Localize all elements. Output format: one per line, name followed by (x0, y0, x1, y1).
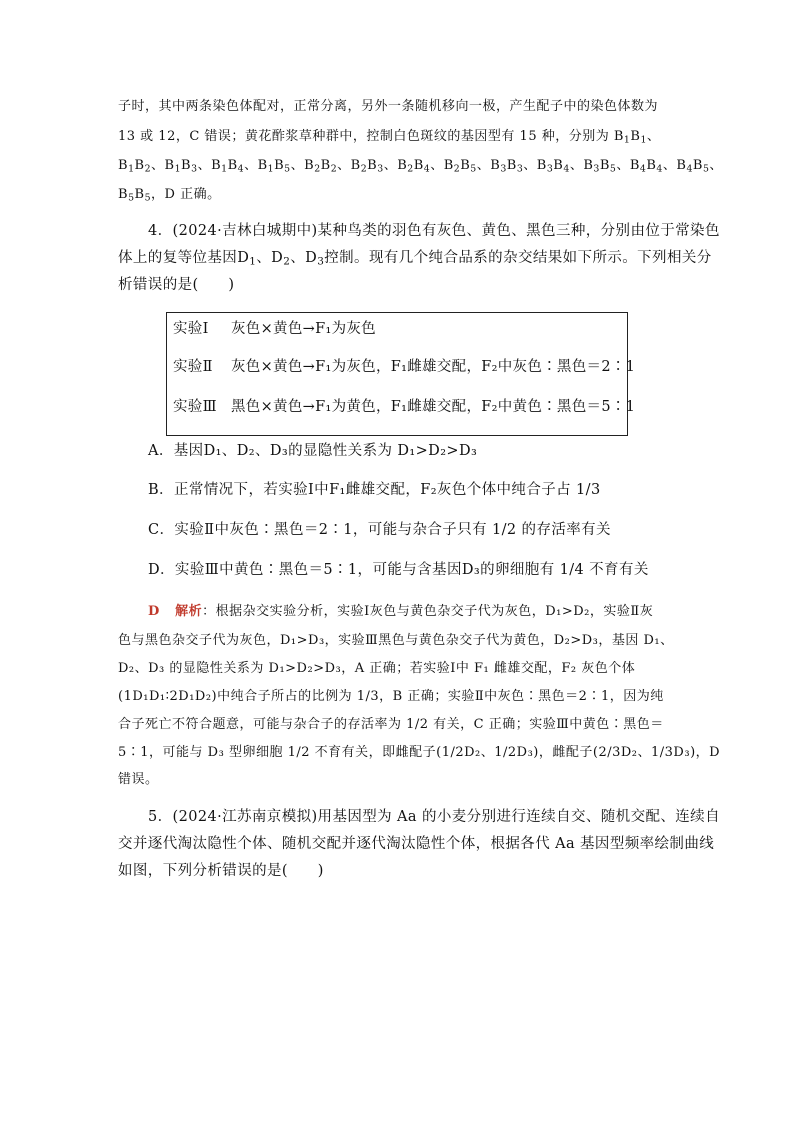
q5-stem-line-3: 如图，下列分析错误的是( ) (118, 863, 324, 879)
q5-stem-line-1: 5．(2024·江苏南京模拟)用基因型为 Aa 的小麦分别进行连续自交、随机交配、连续自 (148, 809, 720, 825)
q4-stem-line-3: 析错误的是( ) (118, 277, 235, 293)
experiment-row-3: 实验Ⅲ 黑色×黄色→F₁为黄色，F₁雌雄交配，F₂中黄色∶黑色＝5∶1 (173, 399, 636, 415)
q4-explanation-line-4: (1D₁D₁∶2D₁D₂)中纯合子所占的比例为 1/3，B 正确；实验Ⅱ中灰色∶黑色＝2∶1，因为纯 (118, 689, 664, 704)
experiment-table (166, 312, 636, 436)
prev-explanation-line-3: $B_1B_2$、$B_1B_3$、$B_1B_4$、$B_1B_5$、$B_2B_2$、$B_2B_3$、$B_2B_4$、$B_2B_5$、$B_3B_3$、$B_3B_4$、$B_3B_5$、$B_4B_4$、$B_4B_5$、 (118, 158, 723, 175)
prev-explanation-line-2: 13 或 12，C 错误；黄花酢浆草种群中，控制白色斑纹的基因型有 15 种，分别为 $B_1B_1$、 (118, 129, 661, 146)
experiment-row-1: 实验Ⅰ 灰色×黄色→F₁为灰色 (173, 321, 376, 337)
q4-explanation-line-1: D 解析：根据杂交实验分析，实验Ⅰ灰色与黄色杂交子代为灰色，D₁>D₂，实验Ⅱ灰 (148, 604, 654, 619)
q4-explanation-line-3: D₂、D₃ 的显隐性关系为 D₁>D₂>D₃，A 正确；若实验Ⅰ中 F₁ 雌雄交配，F₂ 灰色个体 (118, 661, 636, 676)
q4-stem-line-2: 体上的复等位基因$D_1$、$D_2$、$D_3$控制。现有几个纯合品系的杂交结果如下所示。下列相关分 (118, 250, 712, 268)
q4-explanation-line-7: 错误。 (118, 772, 159, 787)
q5-stem-line-2: 交并逐代淘汰隐性个体、随机交配并逐代淘汰隐性个体，根据各代 Aa 基因型频率绘制曲线 (118, 836, 715, 852)
q4-explanation-line-6: 5∶1，可能与 D₃ 型卵细胞 1/2 不育有关，即雌配子(1/2D₂、1/2D₃)，雌配子(2/3D₂、1/3D₃)，D (118, 745, 721, 760)
experiment-row-2: 实验Ⅱ 灰色×黄色→F₁为灰色，F₁雌雄交配，F₂中灰色∶黑色＝2∶1 (173, 359, 636, 375)
q4-option-d: D．实验Ⅲ中黄色∶黑色＝5∶1，可能与含基因D₃的卵细胞有 1/4 不育有关 (148, 562, 649, 578)
q4-answer: D (148, 604, 160, 619)
prev-explanation-line-4: $B_5B_5$，D 正确。 (118, 187, 221, 204)
jiexi-label: 解析 (175, 604, 203, 619)
q4-stem-line-1: 4．(2024·吉林白城期中)某种鸟类的羽色有灰色、黄色、黑色三种，分别由位于常染色 (148, 223, 720, 239)
q4-option-c: C．实验Ⅱ中灰色∶黑色＝2∶1，可能与杂合子只有 1/2 的存活率有关 (148, 522, 611, 538)
prev-explanation-line-1: 子时，其中两条染色体配对，正常分离，另外一条随机移向一极，产生配子中的染色体数为 (118, 99, 659, 114)
q4-explanation-line-2: 色与黑色杂交子代为灰色，D₁>D₃，实验Ⅲ黑色与黄色杂交子代为黄色，D₂>D₃，基因 D₁、 (118, 633, 674, 648)
q4-explanation-line-5: 合子死亡不符合题意，可能与杂合子的存活率为 1/2 有关，C 正确；实验Ⅲ中黄色∶黑色＝ (118, 717, 664, 732)
q4-option-b: B．正常情况下，若实验Ⅰ中F₁雌雄交配，F₂灰色个体中纯合子占 1/3 (148, 482, 601, 498)
q4-option-a: A．基因D₁、D₂、D₃的显隐性关系为 D₁>D₂>D₃ (148, 443, 478, 459)
